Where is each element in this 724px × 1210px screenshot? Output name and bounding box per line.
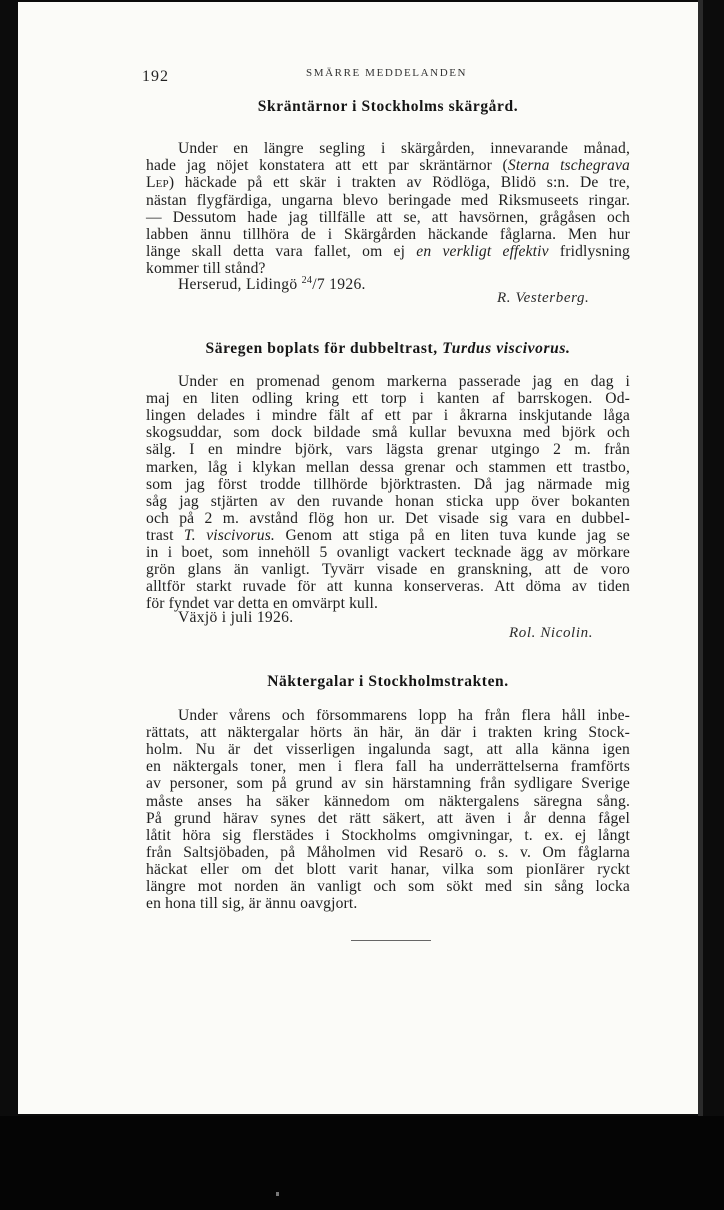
text-line [146,510,630,527]
text-span: och på 2 m. avstånd flög hon ur. Det visade sig vara en dubbel- [146,509,630,527]
text-line [146,493,630,510]
text-span: lingen delades i mindre fält af ett par i åkrarna inskjutande låga [146,407,630,425]
text-span: labben ännu tillhöra de i Skärgården häckande fåglarna. Men hur [146,226,630,243]
text-span: häckat eller om det blott varit hanar, vilka som pionIärer ryckt [146,860,630,878]
text-line [146,441,630,458]
text-line [146,527,630,544]
text-span: skogsuddar, som dock bildade små kullar bevuxna med björk och [146,424,630,442]
text-line [146,775,630,792]
text-line [146,192,630,209]
signature: R. Vesterberg. [497,290,590,306]
italic-span: T. viscivorus. [184,526,275,544]
italic-span: en verkligt effektiv [416,243,549,261]
text-span: På grund härav synes det rätt säkert, att även i år denna fågel [146,809,630,827]
text-line [146,793,630,810]
text-line [146,226,630,243]
text-line [146,741,630,758]
text-span: Under en promenad genom markerna passerade jag en dag i [178,373,630,390]
text-line [146,724,630,741]
text-span: längre mot norden än vanligt och som sökt med sin sång locka [146,878,630,895]
text-span: Lep [146,174,169,192]
text-line [146,895,630,912]
text-span: marken, låg i klykan mellan dessa grenar och stammen ett trastbo, [146,458,630,476]
species-name: Turdus viscivorus. [442,340,571,357]
page-number: 192 [142,68,169,85]
text-line [146,243,630,260]
italic-span: Sterna tschegrava [507,157,630,175]
article-title-text: Säregen boplats för dubbeltrast, [205,340,438,357]
text-span: av personer, som på grund av sin härstamning från sydligare Sverige [146,775,630,793]
end-rule [351,940,431,941]
text-span: — Dessutom hade jag tillfälle att se, att havsörnen, grågåsen och [146,208,630,226]
date-day: 24 [301,275,313,286]
text-line [146,407,630,424]
place-text: Herserud, Lidingö [178,276,302,294]
text-span: ) häckade på ett skär i trakten av Rödlöga, Blidö s:n. De tre, [168,174,630,192]
running-title: SMÄRRE MEDDELANDEN [306,67,468,79]
text-span: en näktergals toner, men i flera fall ha underrättelserna framförts [146,758,630,776]
text-line [146,476,630,493]
place-date [178,275,366,294]
text-span: från Saltsjöbaden, på Måholmen vid Resarö o. s. v. Om fåglarna [146,843,630,861]
scan-speck [276,1192,279,1196]
article-title: Skräntärnor i Stockholms skärgård. [257,98,519,115]
text-line [146,707,630,724]
text-span: sälg. I en mindre björk, vars lägsta grenar utgingo 2 m. från [146,441,630,459]
text-line [146,878,630,895]
place-date: Växjö i juli 1926. [178,609,294,626]
text-span: som jag först trodde tillhörde björktrasten. Då jag närmade mig [146,475,630,493]
text-line [146,810,630,827]
text-span: holm. Nu är det visserligen ingalunda sagt, att alla känna igen [146,741,630,759]
text-span: måste anses ha säker kännedom om näktergalens säregna sång. [146,792,630,810]
text-span: såg jag stjärten av den ruvande honan sticka upp över bokanten [146,492,630,510]
text-span: Under en längre segling i skärgården, innevarande månad, [178,140,630,157]
text-span: alltför starkt ruvade för att kunna konserveras. Att döma av tiden [146,578,630,596]
text-span: nästan flygfärdiga, ungarna blevo beringade med Riksmuseets ringar. [146,191,630,209]
text-span: kommer till stånd? [146,260,266,278]
text-span: en hona till sig, är ännu oavgjort. [146,895,358,913]
text-span: låtit höra sig flerstädes i Stockholms omgivningar, t. ex. ej långt [146,826,630,844]
text-line [146,561,630,578]
text-span: in i boet, som innehöll 5 ovanligt vackert tecknade ägg av mörkare [146,544,630,561]
text-line [146,157,630,174]
text-span: Genom att stiga på en liten tuva kunde jag se [275,526,630,544]
text-span: grön glans än vanligt. Tyvärr visade en granskning, att de voro [146,561,630,579]
scan-edge [698,0,703,1140]
text-span: för fyndet var detta en omvärpt kull. [146,595,379,613]
article-title: Näktergalar i Stockholmstrakten. [267,673,509,690]
text-line [146,373,630,390]
article-title [146,340,630,358]
text-line [146,578,630,595]
text-span: trast [146,526,185,544]
text-line [146,827,630,844]
text-span: hade jag nöjet konstatera att ett par skräntärnor ( [146,157,508,175]
text-line [146,390,630,407]
text-line [146,459,630,476]
text-line [146,140,630,157]
text-line [146,544,630,561]
text-line [146,861,630,878]
text-span: länge skall detta vara fallet, om ej [146,243,417,261]
text-span: fridlysning [548,243,630,261]
text-line [146,424,630,441]
scan-bottom-border [0,1116,724,1210]
signature: Rol. Nicolin. [509,625,594,641]
text-line [146,844,630,861]
text-line [146,209,630,226]
text-span: rättats, att näktergalar hörts än här, än där i trakten kring Stock- [146,724,630,742]
text-span: maj en liten odling kring ett torp i kanten af barrskogen. Od- [146,390,630,408]
text-span: Under vårens och försommarens lopp ha från flera håll inbe- [178,707,630,724]
text-line [146,758,630,775]
date-rest: /7 1926. [312,276,366,294]
text-line [146,174,630,191]
